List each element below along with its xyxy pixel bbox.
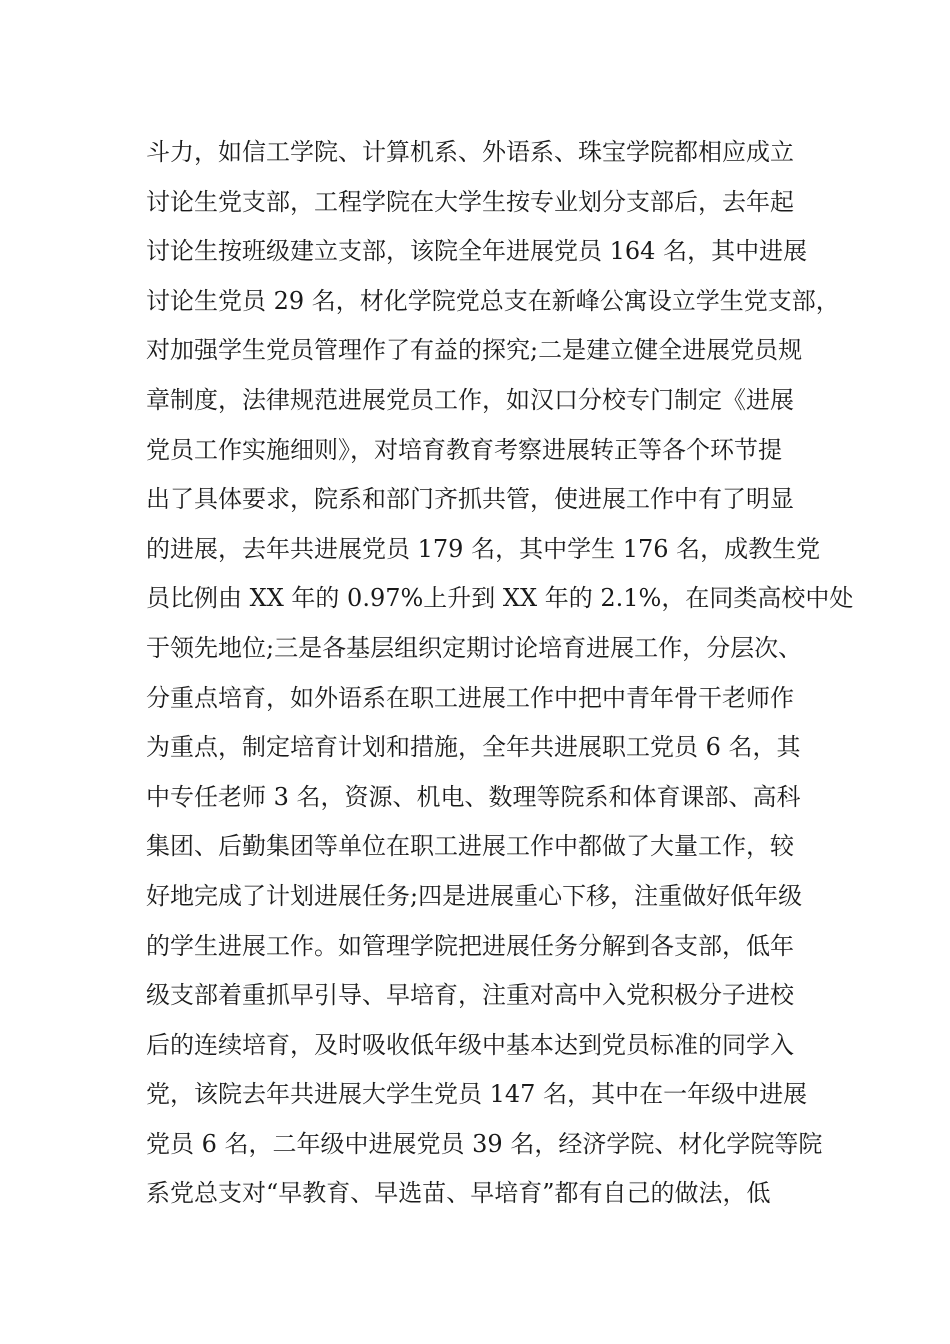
text-line: 后的连续培育，及时吸收低年级中基本达到党员标准的同学入 [146, 1030, 794, 1059]
text-line: 章制度，法律规范进展党员工作，如汉口分校专门制定《进展 [146, 385, 794, 414]
text-line: 于领先地位;三是各基层组织定期讨论培育进展工作，分层次、 [146, 633, 803, 662]
body-text [146, 128, 854, 1219]
text-line: 讨论生党员 29 名，材化学院党总支在新峰公寓设立学生党支部， [146, 286, 840, 315]
text-line: 的进展，去年共进展党员 179 名，其中学生 176 名，成教生党 [146, 534, 821, 563]
text-line: 出了具体要求，院系和部门齐抓共管，使进展工作中有了明显 [146, 485, 794, 514]
text-line: 党，该院去年共进展大学生党员 147 名，其中在一年级中进展 [146, 1080, 808, 1109]
text-line: 员比例由 XX 年的 0.97%上升到 XX 年的 2.1%，在同类高校中处 [146, 584, 854, 613]
text-line: 的学生进展工作。如管理学院把进展任务分解到各支部，低年 [146, 931, 794, 960]
text-line: 中专任老师 3 名，资源、机电、数理等院系和体育课部、高科 [146, 782, 801, 811]
text-line: 为重点，制定培育计划和措施，全年共进展职工党员 6 名，其 [146, 733, 801, 762]
text-line: 分重点培育，如外语系在职工进展工作中把中青年骨干老师作 [146, 683, 794, 712]
text-line: 对加强学生党员管理作了有益的探究;二是建立健全进展党员规 [146, 336, 803, 365]
text-line: 讨论生党支部，工程学院在大学生按专业划分支部后，去年起 [146, 187, 794, 216]
text-line: 党员 6 名，二年级中进展党员 39 名，经济学院、材化学院等院 [146, 1129, 823, 1158]
text-line: 集团、后勤集团等单位在职工进展工作中都做了大量工作，较 [146, 832, 794, 861]
text-line: 级支部着重抓早引导、早培育，注重对高中入党积极分子进校 [146, 981, 794, 1010]
text-line: 斗力，如信工学院、计算机系、外语系、珠宝学院都相应成立 [146, 138, 794, 166]
text-line: 党员工作实施细则》，对培育教育考察进展转正等各个环节提 [146, 435, 782, 464]
text-line: 讨论生按班级建立支部，该院全年进展党员 164 名，其中进展 [146, 237, 808, 266]
text-line: 系党总支对“早教育、早选苗、早培育”都有自己的做法，低 [146, 1179, 771, 1208]
text-line: 好地完成了计划进展任务;四是进展重心下移，注重做好低年级 [146, 881, 803, 910]
